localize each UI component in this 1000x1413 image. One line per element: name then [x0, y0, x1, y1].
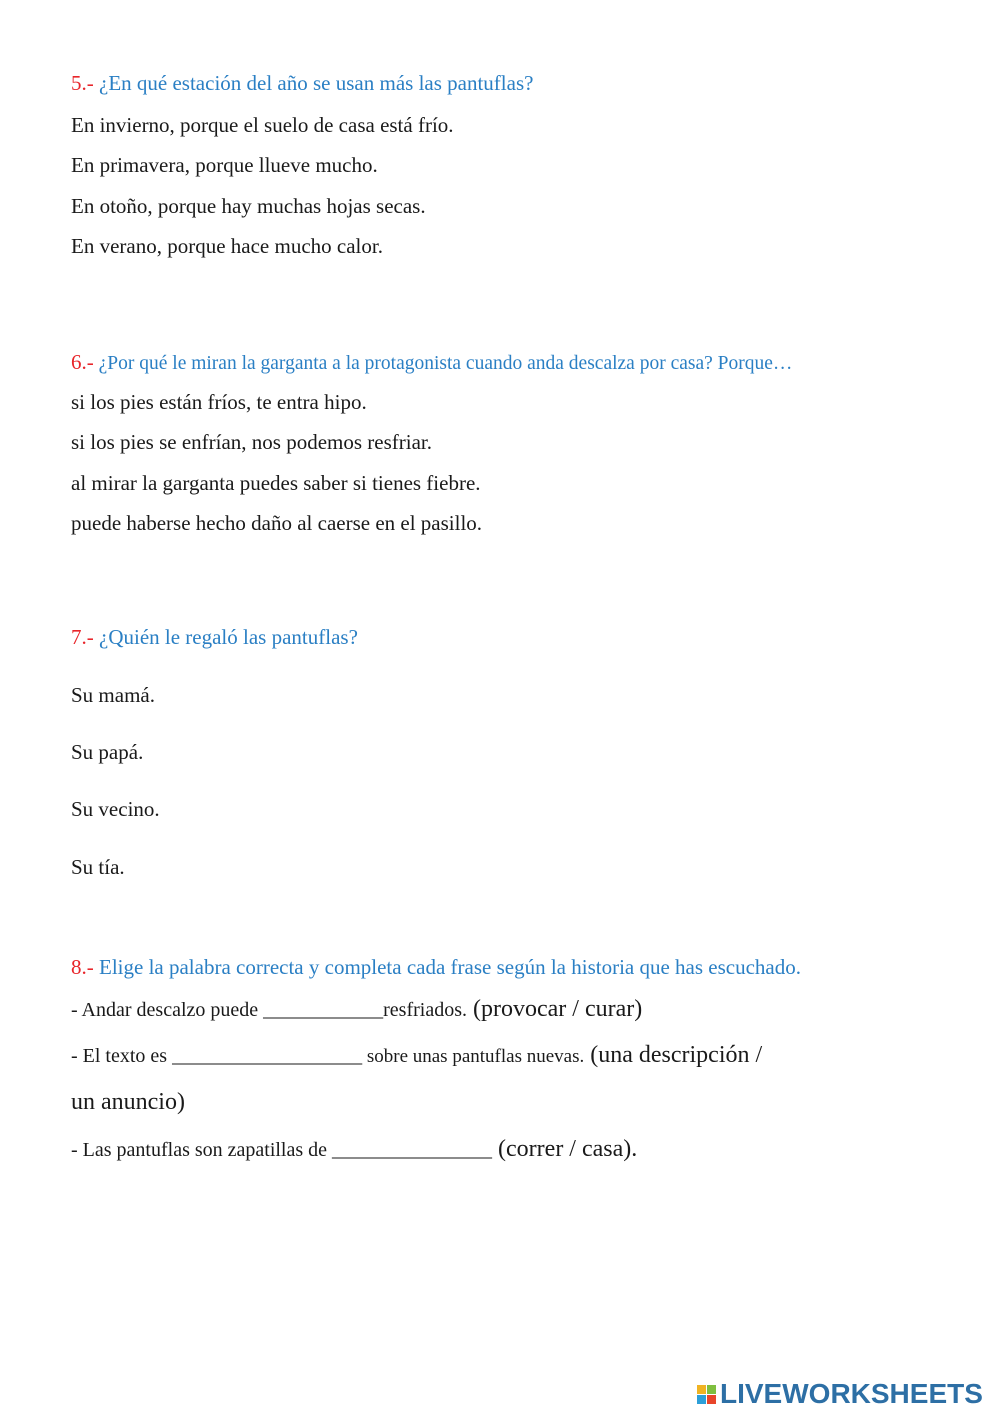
question-8-title — [71, 955, 801, 980]
answer-option[interactable]: Su vecino. — [71, 797, 160, 821]
word-choices: (provocar / curar) — [467, 996, 643, 1022]
answer-option[interactable]: En otoño, porque hay muchas hojas secas. — [71, 194, 426, 218]
question-text: ¿Quién le regaló las pantuflas? — [99, 625, 358, 649]
answer-option[interactable]: En invierno, porque el suelo de casa está frío. — [71, 113, 454, 137]
sentence-text: - El texto es — [71, 1045, 173, 1067]
blank-field[interactable]: ___________________ — [172, 1045, 363, 1067]
sentence-text: resfriados. — [383, 999, 467, 1021]
blank-field[interactable]: ____________ — [263, 999, 384, 1021]
answer-option[interactable]: al mirar la garganta puedes saber si tienes fiebre. — [71, 471, 481, 495]
question-number: 5.- — [71, 71, 94, 95]
logo-square-icon — [707, 1395, 716, 1404]
word-choices: (una descripción / — [584, 1042, 763, 1068]
logo-square-icon — [697, 1385, 706, 1394]
logo-square-icon — [697, 1395, 706, 1404]
blank-field[interactable]: ________________ — [332, 1139, 493, 1161]
fill-sentence-2-continued: un anuncio) — [71, 1089, 185, 1115]
fill-sentence-1 — [71, 996, 642, 1023]
question-5-title — [71, 71, 533, 96]
fill-sentence-3 — [71, 1136, 637, 1163]
logo-mark-icon — [697, 1385, 716, 1404]
sentence-text: sobre unas pantuflas nuevas. — [362, 1046, 585, 1067]
answer-option[interactable]: puede haberse hecho daño al caerse en el pasillo. — [71, 511, 483, 535]
answer-option[interactable]: Su papá. — [71, 740, 144, 764]
question-7-title — [71, 625, 358, 650]
answer-option[interactable]: Su mamá. — [71, 683, 155, 707]
fill-sentence-2 — [71, 1042, 762, 1069]
question-number: 6.- — [71, 350, 94, 374]
sentence-text: - Andar descalzo puede — [71, 999, 264, 1021]
question-text: Elige la palabra correcta y completa cada frase según la historia que has escuchado. — [99, 955, 802, 979]
answer-option[interactable]: si los pies están fríos, te entra hipo. — [71, 390, 367, 414]
answer-option[interactable]: Su tía. — [71, 855, 125, 879]
answer-option[interactable]: si los pies se enfrían, nos podemos resfriar. — [71, 430, 433, 454]
question-text: ¿Por qué le miran la garganta a la protagonista cuando anda descalza por casa? Porque… — [98, 353, 793, 374]
question-number: 8.- — [71, 955, 94, 979]
question-text: ¿En qué estación del año se usan más las pantuflas? — [99, 71, 534, 95]
liveworksheets-logo — [697, 1378, 983, 1410]
logo-square-icon — [707, 1385, 716, 1394]
question-6-title — [71, 350, 792, 375]
logo-text: LIVEWORKSHEETS — [720, 1378, 983, 1409]
answer-option[interactable]: En verano, porque hace mucho calor. — [71, 234, 383, 258]
word-choices: (correr / casa). — [492, 1136, 638, 1162]
answer-option[interactable]: En primavera, porque llueve mucho. — [71, 153, 378, 177]
sentence-text: - Las pantuflas son zapatillas de — [71, 1139, 333, 1161]
question-number: 7.- — [71, 625, 94, 649]
